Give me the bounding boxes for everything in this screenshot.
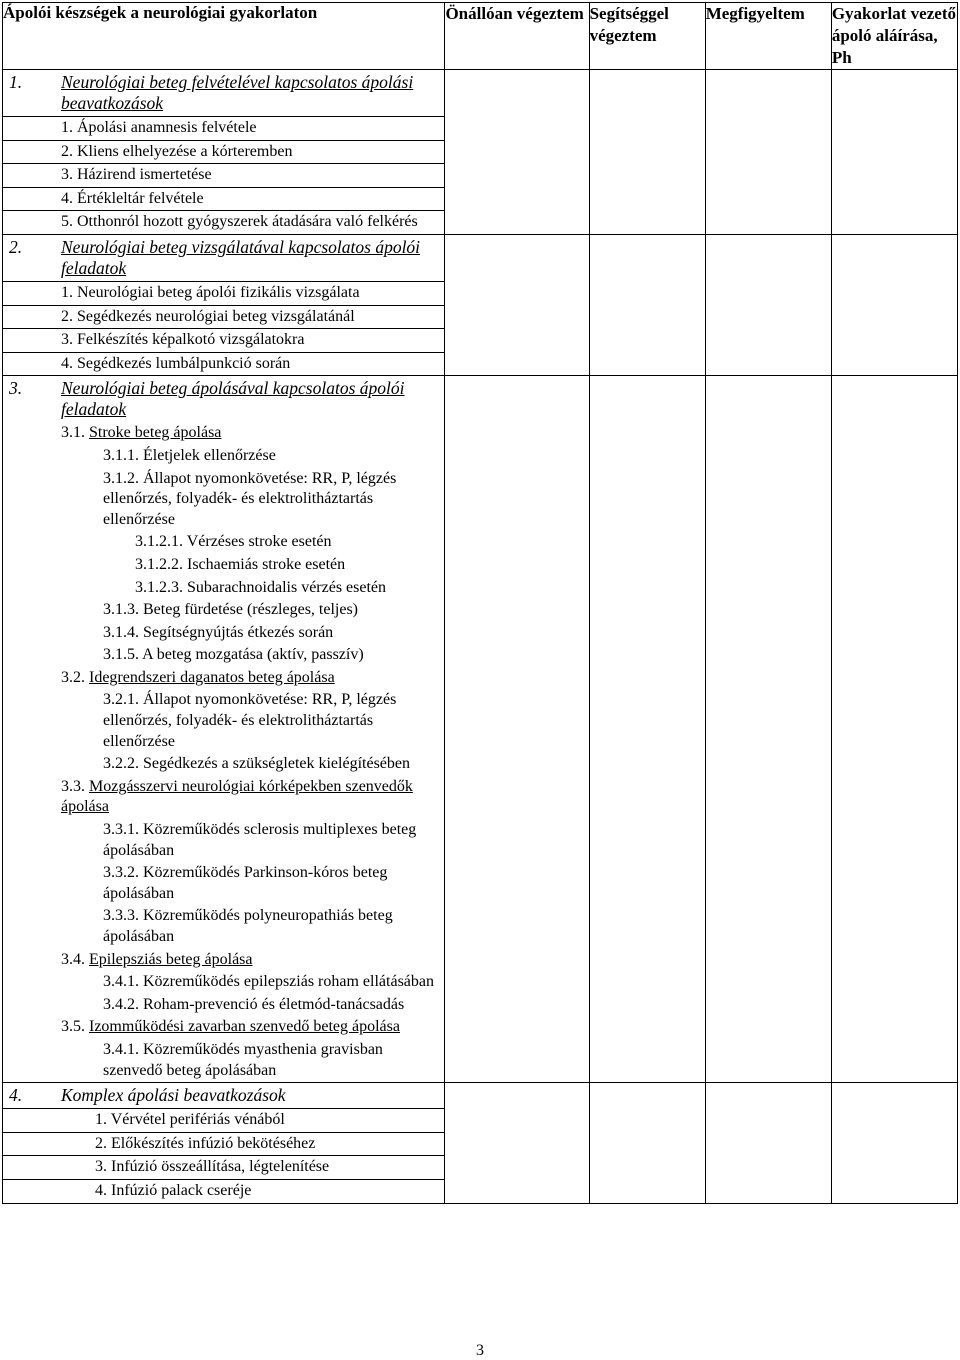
skill-item: 3.2.1. Állapot nyomonkövetése: RR, P, légzés ellenőrzés, folyadék- és elektrolitháztartás ellenőrzése (103, 691, 397, 750)
section-2-heading (3, 235, 444, 281)
subsection-heading (3, 776, 444, 819)
skill-item: 5. Otthonról hozott gyógyszerek átadására való felkérés (3, 210, 444, 234)
header-row (3, 3, 958, 70)
skill-item: 3.4.1. Közreműködés epilepsziás roham ellátásában (103, 973, 434, 991)
skill-item: 3.1.5. A beteg mozgatása (aktív, passzív) (103, 646, 364, 664)
skill-item: 3.3.2. Közreműködés Parkinson-kóros beteg ápolásában (103, 864, 388, 902)
section-2-task-cell (3, 234, 445, 375)
check-cell-independent[interactable] (445, 70, 589, 235)
check-cell-assisted[interactable] (589, 1083, 705, 1203)
skill-item: 4. Infúzió palack cseréje (3, 1179, 444, 1203)
section-title: Neurológiai beteg vizsgálatával kapcsolatos ápolói feladatok (61, 236, 421, 278)
check-cell-assisted[interactable] (589, 234, 705, 375)
subsection-title: Mozgásszervi neurológiai kórképekben szenvedők ápolása (61, 777, 413, 816)
skill-item: 3.1.3. Beteg fürdetése (részleges, teljes) (103, 601, 359, 619)
section-4-task-cell (3, 1083, 445, 1203)
section-1-heading (3, 70, 444, 116)
section-2-row (3, 234, 958, 375)
page-number: 3 (476, 1342, 484, 1359)
skills-table (2, 2, 958, 1204)
check-cell-independent[interactable] (445, 376, 589, 1083)
section-title: Neurológiai beteg ápolásával kapcsolatos ápolói feladatok (61, 378, 405, 420)
skill-item: 3.1.1. Életjelek ellenőrzése (103, 446, 276, 464)
skill-item: 3.1.2.3. Subarachnoidalis vérzés esetén (135, 578, 387, 596)
section-number: 2. (9, 236, 23, 257)
subsection-number: 3.4. (61, 950, 89, 968)
header-observed-column: Megfigyeltem (705, 3, 831, 70)
subsection-heading (3, 949, 444, 972)
skill-item: 3.1.4. Segítségnyújtás étkezés során (103, 623, 334, 641)
section-title: Neurológiai beteg felvételével kapcsolatos ápolási beavatkozások (61, 72, 414, 113)
subsection-title: Stroke beteg ápolása (89, 424, 222, 442)
section-number: 4. (9, 1085, 23, 1106)
subsection-title: Idegrendszeri daganatos beteg ápolása (89, 668, 335, 686)
section-title: Komplex ápolási beavatkozások (61, 1085, 286, 1106)
header-signature-column: Gyakorlat vezető ápoló aláírása, Ph (831, 3, 957, 70)
skill-item: 3. Infúzió összeállítása, légtelenítése (3, 1155, 444, 1179)
check-cell-observed[interactable] (705, 234, 831, 375)
subsection-number: 3.5. (61, 1018, 89, 1036)
signature-cell[interactable] (831, 1083, 957, 1203)
signature-cell[interactable] (831, 376, 957, 1083)
skill-item: 3. Házirend ismertetése (3, 163, 444, 187)
skill-item: 4. Értékleltár felvétele (3, 187, 444, 211)
subsection-number: 3.3. (61, 777, 89, 795)
signature-cell[interactable] (831, 234, 957, 375)
section-number: 3. (9, 378, 23, 399)
skill-item: 3. Felkészítés képalkotó vizsgálatokra (3, 328, 444, 352)
section-1-task-cell (3, 70, 445, 235)
skill-item: 3.4.1. Közreműködés myasthenia gravisban szenvedő beteg ápolásában (103, 1040, 383, 1079)
skill-item: 2. Kliens elhelyezése a kórteremben (3, 140, 444, 164)
subsection-heading (3, 1016, 444, 1039)
skill-item: 3.3.1. Közreműködés sclerosis multiplexes beteg ápolásában (103, 821, 417, 859)
skill-item: 1. Vérvétel perifériás vénából (3, 1108, 444, 1132)
header-assisted-column: Segítséggel végeztem (589, 3, 705, 70)
check-cell-independent[interactable] (445, 1083, 589, 1203)
subsection-title: Izomműködési zavarban szenvedő beteg ápolása (89, 1018, 400, 1036)
check-cell-assisted[interactable] (589, 376, 705, 1083)
skill-item: 3.2.2. Segédkezés a szükségletek kielégítésében (103, 755, 410, 773)
subsection-heading (3, 667, 444, 690)
section-3-heading (3, 376, 444, 422)
skill-item: 1. Neurológiai beteg ápolói fizikális vizsgálata (3, 281, 444, 305)
subsection-number: 3.1. (61, 424, 89, 442)
skill-item: 2. Előkészítés infúzió bekötéséhez (3, 1132, 444, 1156)
subsection-title: Epilepsziás beteg ápolása (89, 950, 253, 968)
skill-item: 4. Segédkezés lumbálpunkció során (3, 352, 444, 376)
check-cell-observed[interactable] (705, 70, 831, 235)
check-cell-observed[interactable] (705, 1083, 831, 1203)
section-number: 1. (9, 72, 23, 92)
section-4-heading (3, 1083, 444, 1108)
section-3-task-cell (3, 376, 445, 1083)
skill-item: 3.1.2.2. Ischaemiás stroke esetén (135, 555, 346, 573)
skill-item: 3.1.2.1. Vérzéses stroke esetén (135, 533, 332, 551)
signature-cell[interactable] (831, 70, 957, 235)
section-1-row (3, 70, 958, 235)
skill-item: 2. Segédkezés neurológiai beteg vizsgálatánál (3, 305, 444, 329)
skill-item: 1. Ápolási anamnesis felvétele (3, 116, 444, 140)
subsection-heading (3, 422, 444, 445)
subsection-number: 3.2. (61, 668, 89, 686)
skill-item: 3.4.2. Roham-prevenció és életmód-tanácsadás (103, 995, 405, 1013)
section-3-row (3, 376, 958, 1083)
check-cell-independent[interactable] (445, 234, 589, 375)
header-task-column: Ápolói készségek a neurológiai gyakorlaton (3, 3, 445, 70)
check-cell-assisted[interactable] (589, 70, 705, 235)
skill-item: 3.1.2. Állapot nyomonkövetése: RR, P, légzés ellenőrzés, folyadék- és elektrolitháztartás ellenőrzése (103, 469, 397, 528)
skill-item: 3.3.3. Közreműködés polyneuropathiás beteg ápolásában (103, 907, 393, 945)
check-cell-observed[interactable] (705, 376, 831, 1083)
header-independent-column: Önállóan végeztem (445, 3, 589, 70)
section-4-row (3, 1083, 958, 1203)
